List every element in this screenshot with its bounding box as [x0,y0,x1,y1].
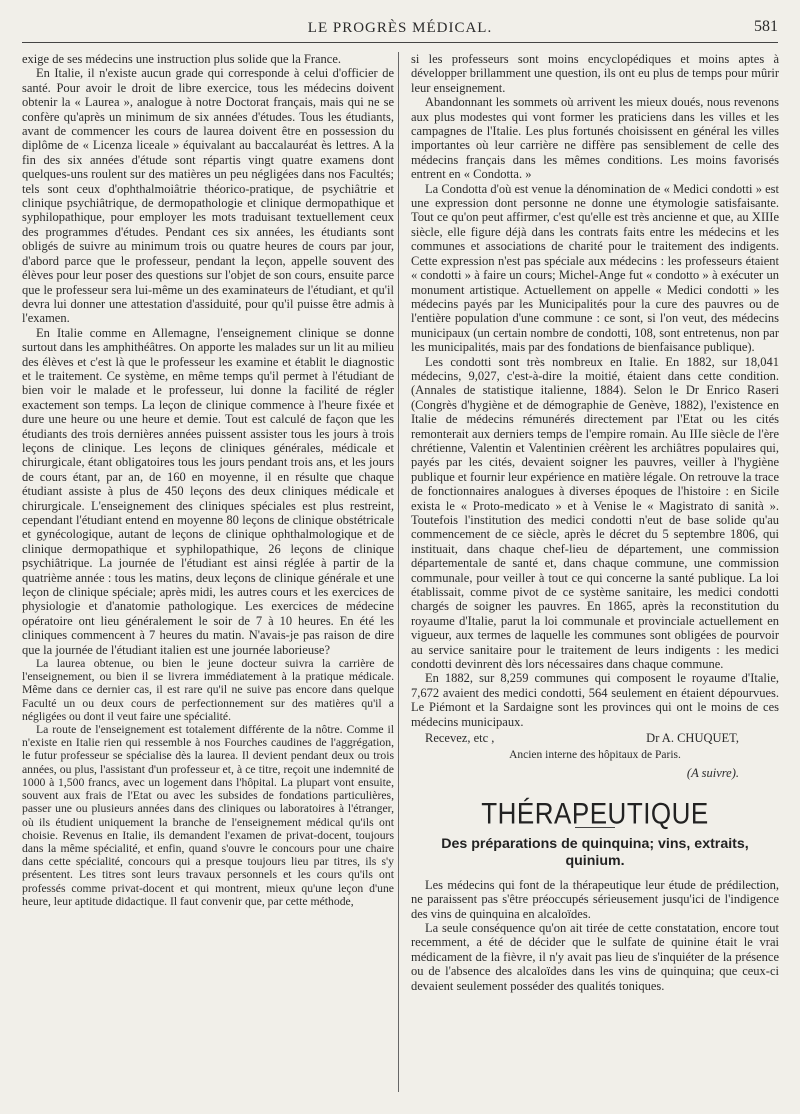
paragraph: exige de ses médecins une instruction plus solide que la France. [22,52,342,66]
paragraph: En 1882, sur 8,259 communes qui composent le royaume d'Italie, 7,672 avaient des medici condotti, 564 seulement en étaient dépourvues. Le Piémont et la Sardaigne sont les provinces qui ont le moins de ces médecins municipaux. [411,671,779,729]
page-header [0,18,800,46]
right-column [411,52,779,993]
paragraph: Les médecins qui font de la thérapeutique leur étude de prédilection, ne paraissent pas s'être préoccupés sérieusement jusqu'ici de l'indigence des vins de quinquina en alcaloïdes. [411,877,779,921]
signature-role: Ancien interne des hôpitaux de Paris. [509,748,681,761]
paragraph: Abandonnant les sommets où arrivent les mieux doués, nous revenons aux plus modestes qui vont former les praticiens dans les villes et les campagnes de l'Italie. Les plus fortunés choisissent en général les villes importantes où leur carrière ne diffère pas sensiblement de celle des médecins français dans les mêmes conditions. Les moins favorisés entrent en « Condotta. » [411,95,779,182]
paragraph: En Italie comme en Allemagne, l'enseignement clinique se donne surtout dans les amphithéâtres. On apporte les malades sur un lit au milieu des élèves et c'est là que le professeur les examine et établit le diagnostic et le traitement. Ce système, en même temps qu'il permet à l'étudiant de bien voir le malade et le professeur, lui donne la facilité de régler exactement son temps. La leçon de clinique commence à l'heure fixée et dure une heure ou une heure et demie. Tout est calculé de façon que les étudiants des trois dernières années puissent assister tous les jours à trois leçons de clinique. Les leçons de cliniques générales, médicale et chirurgicale, étant obligatoires tous les jours pendant trois ans, et les jours de cours étant, par an, de 160 en moyenne, il en résulte que chaque étudiant assiste à plus de 450 leçons des deux cliniques médicale et chirurgicale. L'enseignement des cliniques spéciales est plus restreint, cependant l'étudiant entend en moyenne 80 leçons de clinique obstétricale et gynécologique, autant de leçons de clinique ophthalmologique et de clinique dermopathique et syphilopathique, 26 leçons de clinique psychiâtrique. La journée de l'étudiant est ainsi réglée à partir de la quatrième année : tous les matins, deux leçons de clinique générale et une leçon de clinique spéciale; après midi, les autres cours et les exercices de physiologie et d'anatomie pathologique. Les exercices de médecine opératoire ont lieu généralement le soir de 7 à 10 heures. En été les cliniques commencent à 7 heures du matin. N'avais-je pas raison de dire que la journée de l'étudiant italien est une journée laborieuse? [22,325,394,657]
paragraph: Les condotti sont très nombreux en Italie. En 1882, sur 18,041 médecins, 9,027, c'est-à-dire la moitié, étaient dans cette condition. (Annales de statistique italienne, 1884). Selon le Dr Enrico Raseri (Congrès d'hygiène et de démographie de Genève, 1882), l'existence en Italie de médecins rémunérés directement par l'Etat ou les cités remonterait aux derniers temps de l'empire romain. Au IIIe siècle de l'ère chrétienne, Valentin et Valentinien créèrent les archiâtres populaires qui, payés par les cités, devaient soigner les pauvres, veiller à l'hygiène publique et fournir leur expérience en matière légale. On retrouve la trace de fonctionnaires analogues à diverses époques de l'histoire : en Sicile exista le « Proto-medicato » et à Venise le « Magistrato di sanità ». Toutefois l'institution des medici condotti n'eut de base solide qu'au commencement de ce siècle, après le décret du 5 septembre 1806, qui instituait, dans chaque chef-lieu de département, une commission départementale de santé et, dans chaque commune, une commission communale, pour veiller à tout ce qui concerne la santé publique. La loi établissait, comme pivot de ce système sanitaire, les medici condotti chargés de soigner les pauvres. En 1865, après la reconstitution du royaume d'Italie, parut la loi communale et provinciale actuellement en vigueur, aux termes de laquelle les communes sont obligées de pourvoir au service sanitaire pour le traitement de leurs indigents : les medici condotti devinrent dès lors nécessaires dans chaque commune. [411,354,779,672]
column-divider [398,52,399,1092]
paragraph: La laurea obtenue, ou bien le jeune docteur suivra la carrière de l'enseignement, ou bien il se livrera immédiatement à la pratique médicale. Même dans ce dernier cas, il est rare qu'il ne suive pas encore dans quelque Faculté un ou deux cours de perfectionnement sur des matières qu'il a négligées ou dont il veut faire une spécialité. [22,657,394,723]
paragraph: En Italie, il n'existe aucun grade qui corresponde à celui d'officier de santé. Pour avoir le droit de libre exercice, tous les médecins doivent obtenir la « Laurea », analogue à notre Doctorat français, mais qui ne se confère qu'après un minimum de six années d'études. Tous les étudiants, avant de commencer les cours de laurea doivent être en possession du diplôme de « Licenza liceale » équivalant au baccalauréat ès lettres. A la fin des six années d'étude sont répartis vingt quatre examens dont quelques-uns roulent sur des matières un peu négligées dans nos Facultés; tels sont ceux d'ophthalmoiâtrie théorico-pratique, de psychiâtrie et clinique psychiâtrique, de dermopathologie et clinique dermopathique et syphilopathique, pour employer les mots traduisant textuellement ceux des programmes d'études. Pendant ces six années, les étudiants sont obligés de suivre au minimum trois ou quatre heures de cours par jour, d'abord parce que le professeur, pendant la leçon, appelle souvent des élèves pour leur poser des questions sur l'objet de son cours, ensuite parce que le professeur sera lui-même un des examinateurs de l'étudiant, et qu'il devra lui donner une attestation d'assiduité, pour qu'il puisse être admis à l'examen. [22,66,394,326]
section-title: THÉRAPEUTIQUE [481,796,709,831]
signature-author: Dr A. CHUQUET, [646,731,739,746]
header-rule [22,42,778,43]
article-title: Des préparations de quinquina; vins, extraits, quinium. [441,835,749,869]
signature [411,731,779,745]
signature-greeting: Recevez, etc , [425,731,495,746]
left-column [22,52,394,908]
paragraph: La seule conséquence qu'on ait tirée de cette constatation, encore tout recemment, a été de décider que le sulfate de quinine était le vrai médicament de la fièvre, il n'y avait pas lieu de s'inquiéter de la présence ou de l'absence des alcaloïdes dans les vins de quinquina; que ceux-ci devaient seulement posséder des qualités toniques. [411,920,779,993]
paragraph: si les professeurs sont moins encyclopédiques et moins aptes à développer brillamment une question, ils ont eu plus de temps pour mûrir leur enseignement. [411,52,779,95]
page-number: 581 [754,18,778,35]
to-be-continued: (A suivre). [686,765,739,780]
paragraph: La Condotta d'où est venue la dénomination de « Medici condotti » est une expression dont personne ne donne une étymologie satisfaisante. Tout ce qu'on peut affirmer, c'est qu'elle est très ancienne et que, au XIIIe siècle, elle figure déjà dans les contrats faits entre les médecins et les communes et associations de charité pour le traitement des indigents. Cette expression n'est pas spéciale aux médecins : les professeurs étaient « condotti » à faire un cours; Michel-Ange fut « condotto » à exécuter un monument artistique. Actuellement on appelle « Medici condotti » les médecins payés par les Municipalités pour la cure des pauvres ou de l'entière population d'une commune : ce sont, si l'on veut, des médecins municipaux (un certain nombre de condotti, 108, sont entretenus, non par les municipalités, mais par des fondations de bienfaisance publique). [411,181,779,355]
journal-title: LE PROGRÈS MÉDICAL. [307,20,493,36]
paragraph: La route de l'enseignement est totalement différente de la nôtre. Comme il n'existe en Italie rien qui ressemble à nos Fourches caudines de l'aggrégation, le futur professeur se spécialise dès la laurea. Il devient pendant deux ou trois années, ou plus, l'assistant d'un professeur et, à ce titre, reçoit une indemnité de 1000 à 1,500 francs, avec un logement dans l'hôpital. La plupart vont ensuite, souvent aux frais de l'Etat ou avec les subsides de fondations particulières, passer une ou plusieurs années dans des cliniques ou laboratoires à l'étranger, où ils étudient uniquement la branche de l'enseignement médical qu'ils ont choisie. Revenus en Italie, ils demandent l'examen de privat-docent, toujours dans la même spécialité, et enfin, quand s'ouvre le concours pour une chaire dans cette spécialité, concours qui a presque toujours lieu par titres, ils s'y présentent. Les titres sont leurs travaux personnels et les cours qu'ils ont professés comme privat-docent et qui montrent, mieux qu'une leçon d'une heure, leur aptitude didactique. Il faut convenir que, par cette méthode, [22,723,394,908]
